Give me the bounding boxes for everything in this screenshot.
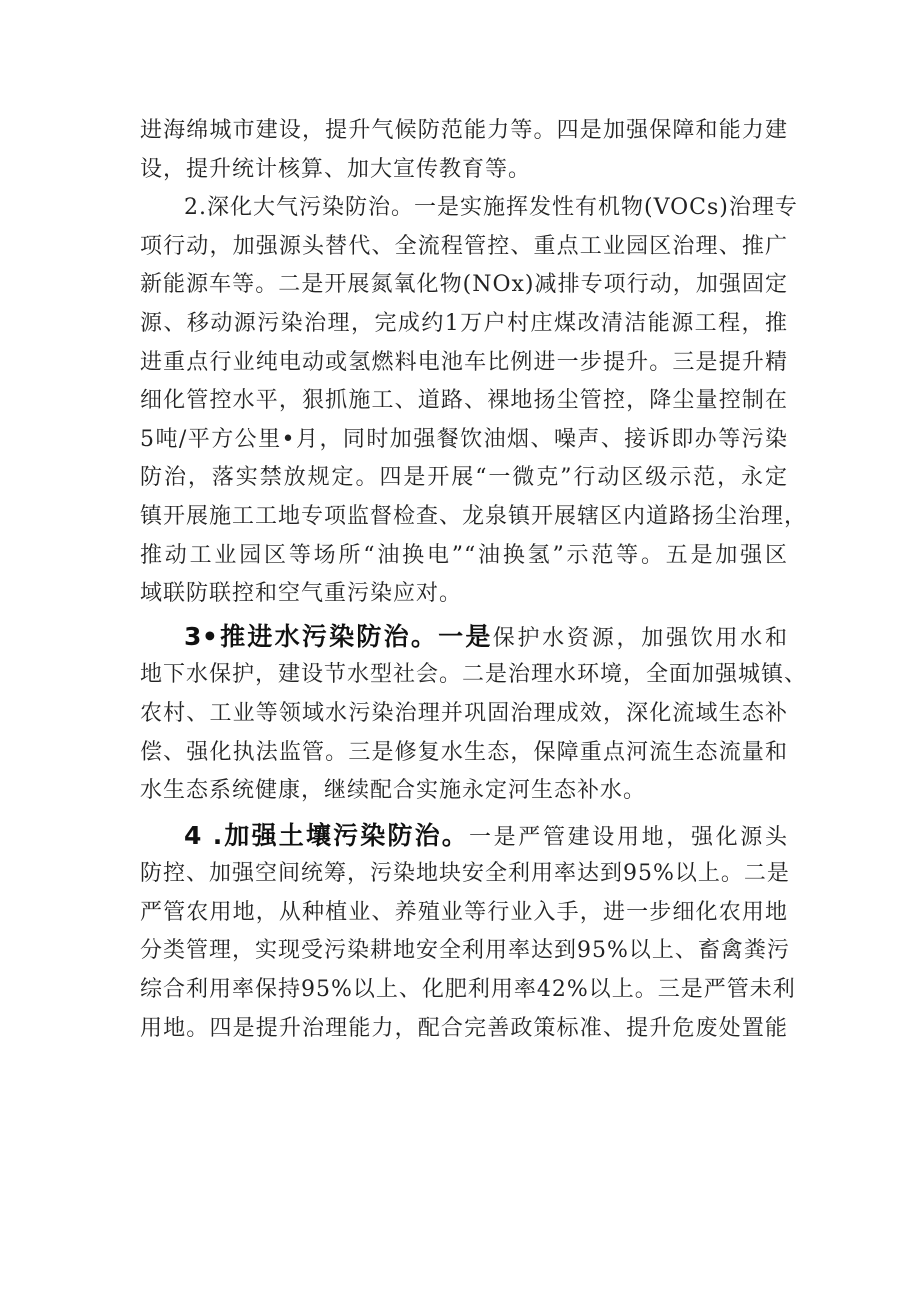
text-line: 偿、强化执法监管。三是修复水生态，保障重点河流生态流量和: [140, 739, 788, 765]
text-line: 综合利用率保持95%以上、化肥利用率42%以上。三是严管未利: [140, 977, 796, 1003]
text-line: [140, 817, 788, 856]
text-line: 5吨/平方公里•月，同时加强餐饮油烟、噪声、接诉即办等污染: [140, 426, 788, 452]
text-line: 2.深化大气污染防治。一是实施挥发性有机物(VOCs)治理专: [184, 195, 798, 221]
document-page: [140, 112, 808, 1048]
text-line: 进重点行业纯电动或氢燃料电池车比例进一步提升。三是提升精: [140, 349, 788, 375]
paragraph-air-pollution: [140, 189, 808, 614]
paragraph-soil-pollution: [140, 817, 796, 1049]
paragraph-water-pollution: [140, 618, 808, 811]
text-run: 保护水资源，加强饮用水和: [492, 625, 788, 651]
paragraph-climate-continued: [140, 112, 788, 189]
text-line: 域联防联控和空气重污染应对。: [140, 581, 463, 607]
text-line: 严管农用地，从种植业、养殖业等行业入手，进一步细化农用地: [140, 899, 788, 925]
text-line: [140, 618, 788, 657]
section-heading-water: 3•推进水污染防治。一是: [184, 621, 493, 651]
text-line: 分类管理，实现受污染耕地安全利用率达到95%以上、畜禽粪污: [140, 938, 790, 964]
text-line: 防控、加强空间统筹，污染地块安全利用率达到95%以上。二是: [140, 861, 790, 887]
text-line: 源、移动源污染治理，完成约1万户村庄煤改清洁能源工程，推: [140, 310, 788, 336]
text-line: 镇开展施工工地专项监督检查、龙泉镇开展辖区内道路扬尘治理，: [140, 503, 808, 529]
text-line: 水生态系统健康，继续配合实施永定河生态补水。: [140, 778, 647, 804]
text-line: 用地。四是提升治理能力，配合完善政策标准、提升危废处置能: [140, 1015, 788, 1041]
text-line: 设，提升统计核算、加大宣传教育等。: [140, 156, 532, 182]
text-line: 农村、工业等领域水污染治理并巩固治理成效，深化流域生态补: [140, 700, 788, 726]
text-run: 一是严管建设用地，强化源头: [468, 824, 788, 850]
text-line: 细化管控水平，狠抓施工、道路、裸地扬尘管控，降尘量控制在: [140, 388, 788, 414]
text-line: 项行动，加强源头替代、全流程管控、重点工业园区治理、推广: [140, 233, 788, 259]
text-line: 防治，落实禁放规定。四是开展“一微克”行动区级示范，永定: [140, 465, 788, 491]
section-heading-soil: 4 .加强土壤污染防治。: [184, 820, 469, 850]
text-line: 进海绵城市建设，提升气候防范能力等。四是加强保障和能力建: [140, 118, 788, 143]
text-line: 新能源车等。二是开展氮氧化物(NOx)减排专项行动，加强固定: [140, 272, 788, 298]
text-line: 推动工业园区等场所“油换电”“油换氢”示范等。五是加强区: [140, 542, 788, 568]
text-line: 地下水保护，建设节水型社会。二是治理水环境，全面加强城镇、: [140, 662, 808, 688]
